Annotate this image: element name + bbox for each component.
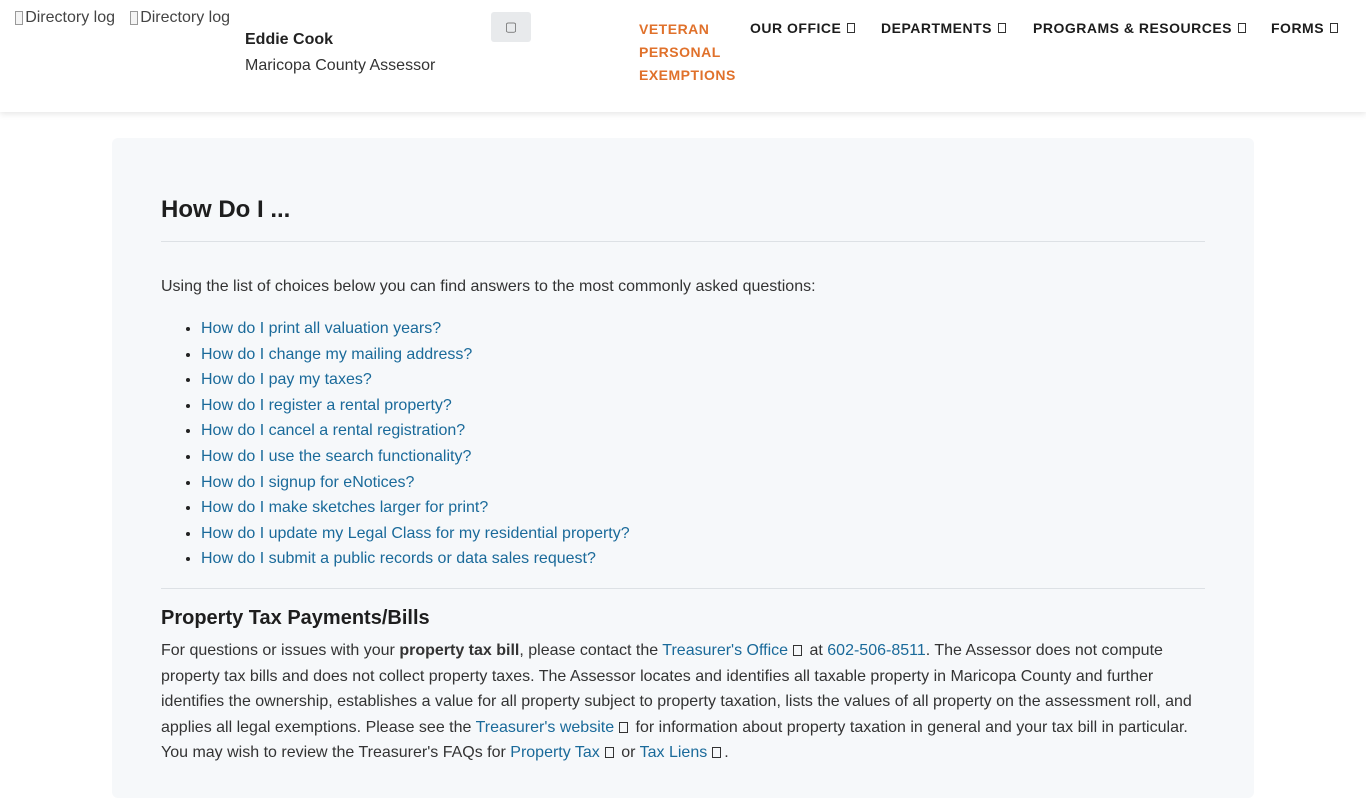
chevron-down-icon [847,23,855,33]
treasurer-office-link[interactable]: Treasurer's Office [662,642,789,659]
nav-label: DEPARTMENTS [881,20,993,36]
search-icon: ▢ [504,19,518,34]
external-link-icon [605,747,614,758]
faq-link[interactable]: How do I signup for eNotices? [201,473,415,491]
property-tax-faq-link[interactable]: Property Tax [510,744,600,762]
list-item [201,521,630,547]
chevron-down-icon [998,23,1006,33]
intro-text: Using the list of choices below you can find answers to the most commonly asked questions: [161,278,816,295]
nav-label: OUR OFFICE [750,20,842,36]
assessor-logo[interactable] [130,8,230,28]
text: for information about property taxation in general and your tax bill in particular. You may wish to review the Treasurer's FAQs for [161,718,1188,762]
list-item [201,495,630,521]
faq-link[interactable]: How do I change my mailing address? [201,345,473,363]
tax-info-paragraph [161,638,1206,766]
text: or [616,744,640,762]
divider [161,241,1205,242]
nav-programs-resources[interactable] [1033,20,1246,36]
chevron-down-icon [1330,23,1338,33]
text: . [724,744,729,762]
content-card [112,138,1254,798]
faq-link[interactable]: How do I print all valuation years? [201,320,442,337]
phone-link[interactable]: 602-506-8511 [827,642,926,659]
search-button[interactable] [491,12,531,42]
nav-our-office[interactable] [750,20,855,36]
faq-link[interactable]: How do I pay my taxes? [201,371,372,389]
list-item [201,393,630,419]
list-item [201,367,630,393]
faq-link[interactable]: How do I make sketches larger for print? [201,499,489,517]
nav-label: FORMS [1271,20,1325,36]
tax-liens-faq-link[interactable]: Tax Liens [639,744,708,762]
nav-veteran-exemptions[interactable]: VETERAN PERSONAL EXEMPTIONS [639,21,736,83]
section-heading: Property Tax Payments/Bills [161,607,430,629]
site-subtitle[interactable]: Maricopa County Assessor [245,57,436,74]
faq-link[interactable]: How do I cancel a rental registration? [201,422,466,440]
list-item [201,418,630,444]
faq-link[interactable]: How do I update my Legal Class for my residential property? [201,524,630,542]
nav-forms[interactable] [1271,20,1338,36]
broken-image-icon [15,11,23,25]
logo-alt-text: Directory log [140,9,230,26]
external-link-icon [793,645,802,656]
list-item [201,444,630,470]
list-item [201,316,630,342]
external-link-icon [712,747,721,758]
text: For questions or issues with your [161,642,400,659]
site-name[interactable]: Eddie Cook [245,31,334,48]
broken-image-icon [130,11,138,25]
county-logo[interactable] [15,8,115,28]
text: at [805,642,828,659]
list-item [201,546,630,572]
faq-link[interactable]: How do I submit a public records or data sales request? [201,550,596,568]
faq-link[interactable]: How do I use the search functionality? [201,447,472,465]
logo-alt-text: Directory log [25,9,115,26]
page-title: How Do I ... [161,196,291,223]
nav-label: PROGRAMS & RESOURCES [1033,20,1233,36]
text: . The Assessor does not compute property tax bills and does not collect property taxes. The Assessor locates and identifies all taxable property in Maricopa County and further identifies the ownership, establishes a value for all property subject to property taxation, lists the values of all property on the assessment roll, and applies all legal exemptions. Please see the [161,642,1192,736]
site-header [0,0,1366,112]
nav-departments[interactable] [881,20,1006,36]
list-item [201,470,630,496]
divider [161,588,1205,589]
bold-text: property tax bill [399,642,520,659]
text: , please contact the [519,642,663,659]
faq-list [161,316,630,572]
external-link-icon [619,722,628,733]
chevron-down-icon [1238,23,1246,33]
faq-link[interactable]: How do I register a rental property? [201,396,452,414]
treasurer-website-link[interactable]: Treasurer's website [475,718,615,736]
list-item [201,342,630,368]
